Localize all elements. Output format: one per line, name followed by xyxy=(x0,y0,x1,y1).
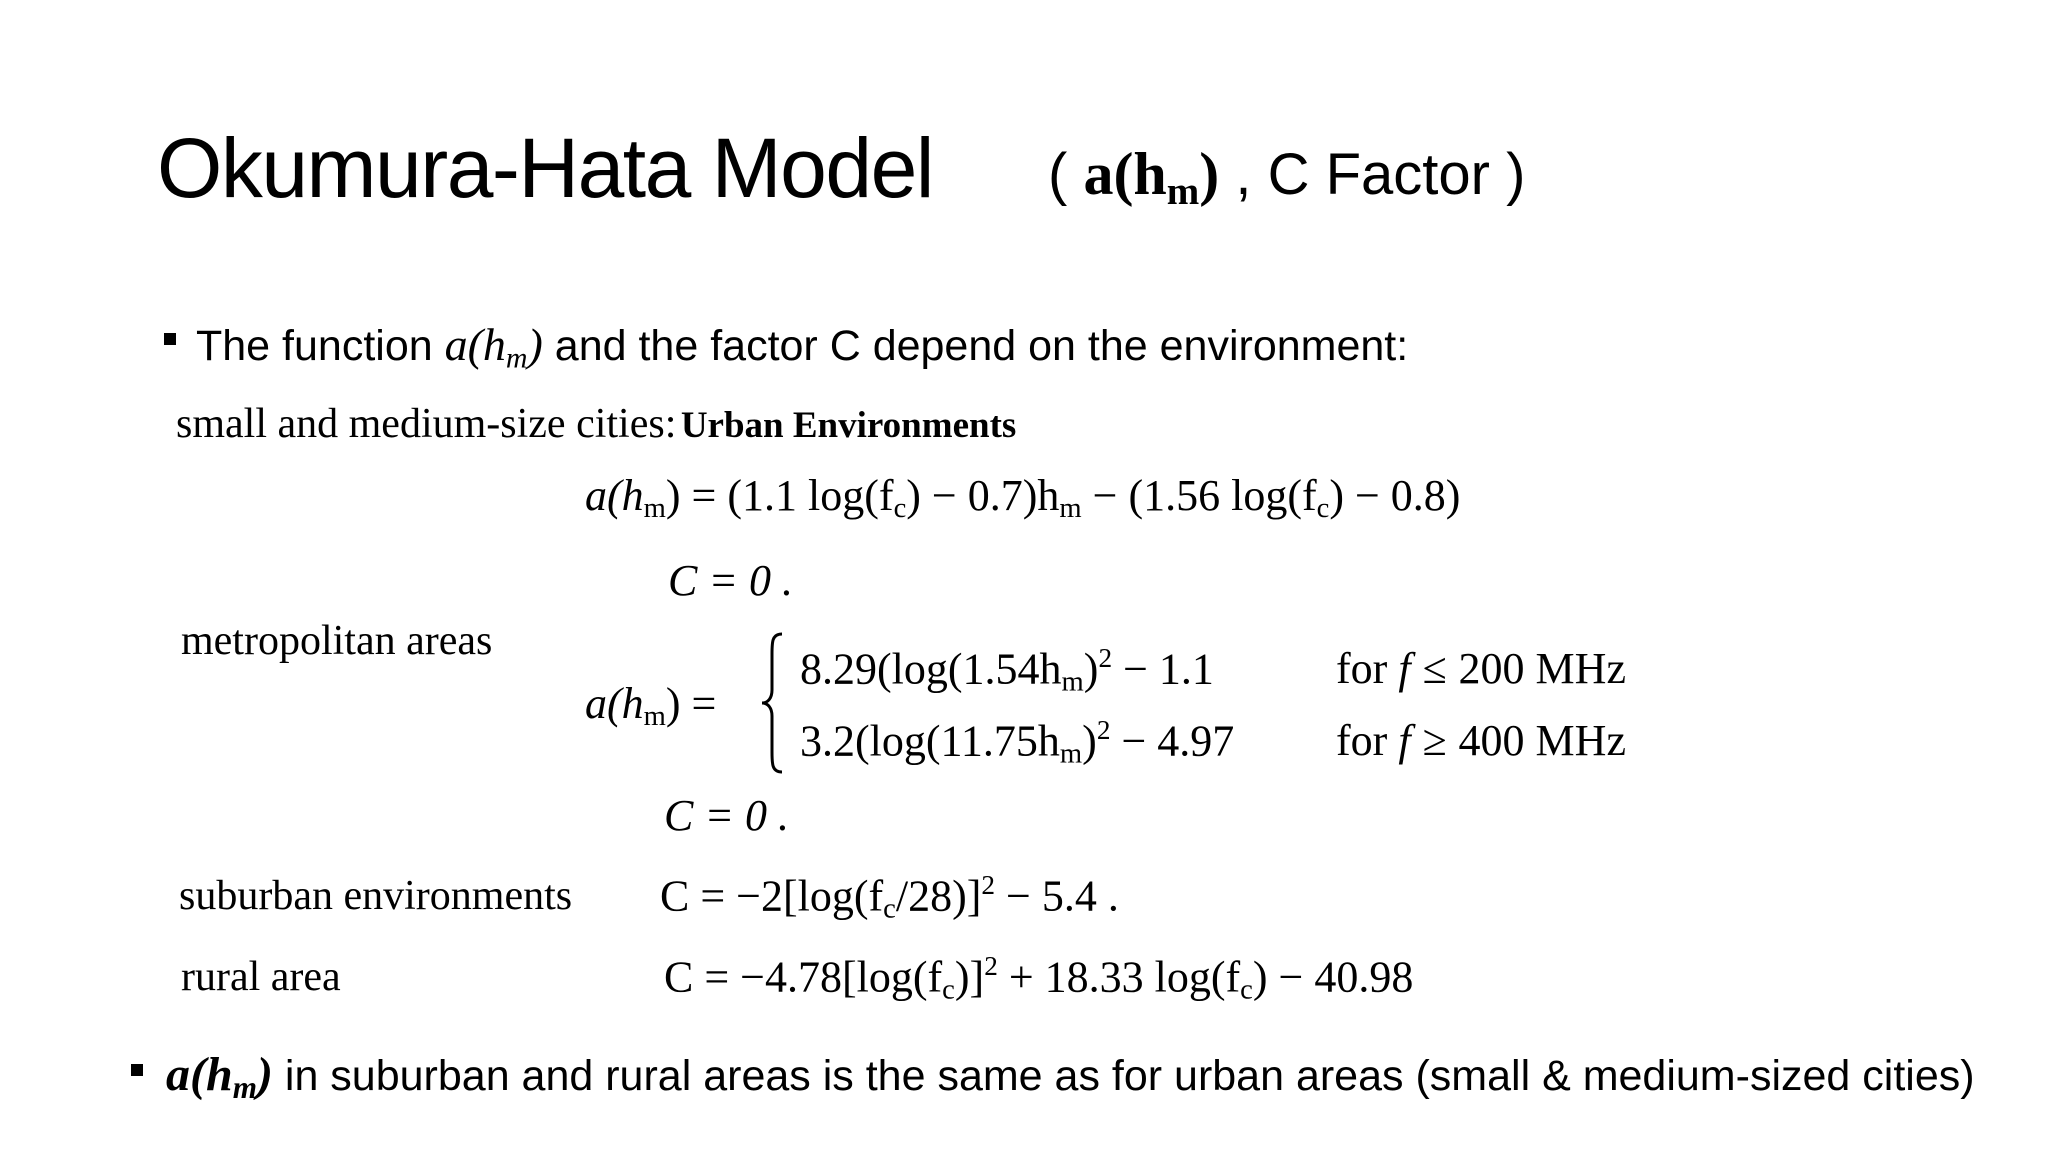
metro-case2-val: 400 MHz xyxy=(1458,716,1626,765)
rural-eq-mid2: + 18.33 log(f xyxy=(997,952,1241,1002)
subtitle-function-a: a(h xyxy=(1083,141,1167,207)
urban-eq-part2: ) − 0.7)h xyxy=(906,471,1060,520)
bullet-intro-post: and the factor C depend on the environment: xyxy=(542,322,1409,370)
metro-case2-sup: 2 xyxy=(1096,715,1111,745)
urban-ahm-equation xyxy=(585,470,1460,525)
suburban-label: suburban environments xyxy=(179,873,573,919)
rural-eq-sup: 2 xyxy=(984,951,998,981)
subtitle-function xyxy=(1083,141,1220,213)
bullet-square-icon xyxy=(131,1064,143,1076)
urban-eq-sub-m2: m xyxy=(1059,493,1082,525)
urban-eq-part1: ) = (1.1 log(f xyxy=(665,471,894,520)
metro-case1-op: ≤ xyxy=(1422,644,1447,693)
bullet-intro-function-close: ) xyxy=(527,319,543,370)
suburban-c-equation xyxy=(660,870,1119,926)
metro-case2-sub: m xyxy=(1059,738,1083,770)
subtitle-function-close: ) xyxy=(1199,141,1220,207)
metro-case-2 xyxy=(800,715,1234,771)
metro-case1-sub: m xyxy=(1061,666,1084,698)
urban-label-bold: Urban Environments xyxy=(680,405,1017,446)
bullet-intro-function-sub: m xyxy=(505,341,528,375)
urban-eq-a: a(h xyxy=(585,471,644,520)
bullet-square-icon xyxy=(164,333,176,345)
urban-label xyxy=(176,400,1016,448)
metro-ahm-lhs xyxy=(585,678,716,733)
suburban-eq-pre: C = −2[log(f xyxy=(660,871,884,921)
urban-eq-sub-m: m xyxy=(643,493,666,525)
metro-case2-for: for xyxy=(1336,716,1399,765)
suburban-eq-mid: /28)] xyxy=(895,871,982,921)
rural-eq-sub2: c xyxy=(1240,974,1253,1006)
rural-eq-sub: c xyxy=(942,974,955,1006)
rural-label: rural area xyxy=(181,954,341,1000)
bullet-conclusion-text: in suburban and rural areas is the same as for urban areas (small & medium-sized cities) xyxy=(272,1052,1975,1100)
metro-case1-pre: 8.29(log(1.54h xyxy=(800,644,1062,694)
metro-case1-val: 200 MHz xyxy=(1458,644,1626,693)
urban-eq-part3: − (1.56 log(f xyxy=(1081,471,1317,520)
urban-label-text: small and medium-size cities: xyxy=(176,401,677,447)
rural-eq-pre: C = −4.78[log(f xyxy=(664,952,943,1002)
bullet-intro-function xyxy=(444,319,543,375)
bullet-conclusion xyxy=(166,1047,1975,1106)
metro-case1-tail: − 1.1 xyxy=(1112,644,1214,694)
bullet-intro-pre: The function xyxy=(196,322,445,370)
metro-lhs-rest: ) = xyxy=(665,679,717,728)
left-brace-icon xyxy=(760,632,786,774)
metro-c-equation: C = 0 . xyxy=(664,791,790,840)
metro-case2-post: ) xyxy=(1082,716,1097,766)
rural-eq-mid: )] xyxy=(954,952,985,1002)
urban-eq-sub-c: c xyxy=(893,493,907,525)
metro-case-1 xyxy=(800,643,1214,699)
metro-case-2-condition xyxy=(1336,715,1626,766)
metro-case2-op: ≥ xyxy=(1422,716,1447,765)
suburban-eq-sub: c xyxy=(883,893,896,925)
bullet-conclusion-function-sub: m xyxy=(232,1069,257,1105)
bullet-conclusion-function-close: ) xyxy=(256,1048,273,1101)
rural-eq-post: ) − 40.98 xyxy=(1252,952,1414,1002)
subtitle-rest: , C Factor ) xyxy=(1219,142,1526,207)
bullet-intro xyxy=(196,318,1408,375)
subtitle-function-sub: m xyxy=(1166,169,1200,213)
subtitle-open: ( xyxy=(1048,142,1084,207)
bullet-intro-function-a: a(h xyxy=(444,319,506,370)
suburban-eq-sup: 2 xyxy=(981,870,996,900)
rural-c-equation xyxy=(664,951,1413,1007)
metro-lhs-sub: m xyxy=(643,701,666,733)
metro-case2-f: f xyxy=(1398,716,1411,765)
metro-case1-post: ) xyxy=(1083,644,1099,694)
metro-lhs-a: a(h xyxy=(585,679,644,728)
metro-case1-f: f xyxy=(1398,644,1411,693)
suburban-eq-post: − 5.4 . xyxy=(995,871,1119,921)
metro-case2-pre: 3.2(log(11.75h xyxy=(800,716,1060,766)
urban-c-equation: C = 0 . xyxy=(668,556,794,605)
urban-eq-part4: ) − 0.8) xyxy=(1329,471,1461,520)
bullet-conclusion-function-a: a(h xyxy=(166,1048,233,1101)
metro-case1-sup: 2 xyxy=(1098,643,1113,673)
metro-case-1-condition xyxy=(1336,643,1626,694)
bullet-conclusion-function xyxy=(166,1048,273,1105)
urban-eq-sub-c2: c xyxy=(1316,493,1330,525)
metro-case2-tail: − 4.97 xyxy=(1110,716,1235,766)
metro-label: metropolitan areas xyxy=(181,618,493,664)
slide-subtitle xyxy=(1048,140,1525,214)
metro-case1-for: for xyxy=(1336,644,1399,693)
slide-title: Okumura-Hata Model xyxy=(157,121,933,215)
